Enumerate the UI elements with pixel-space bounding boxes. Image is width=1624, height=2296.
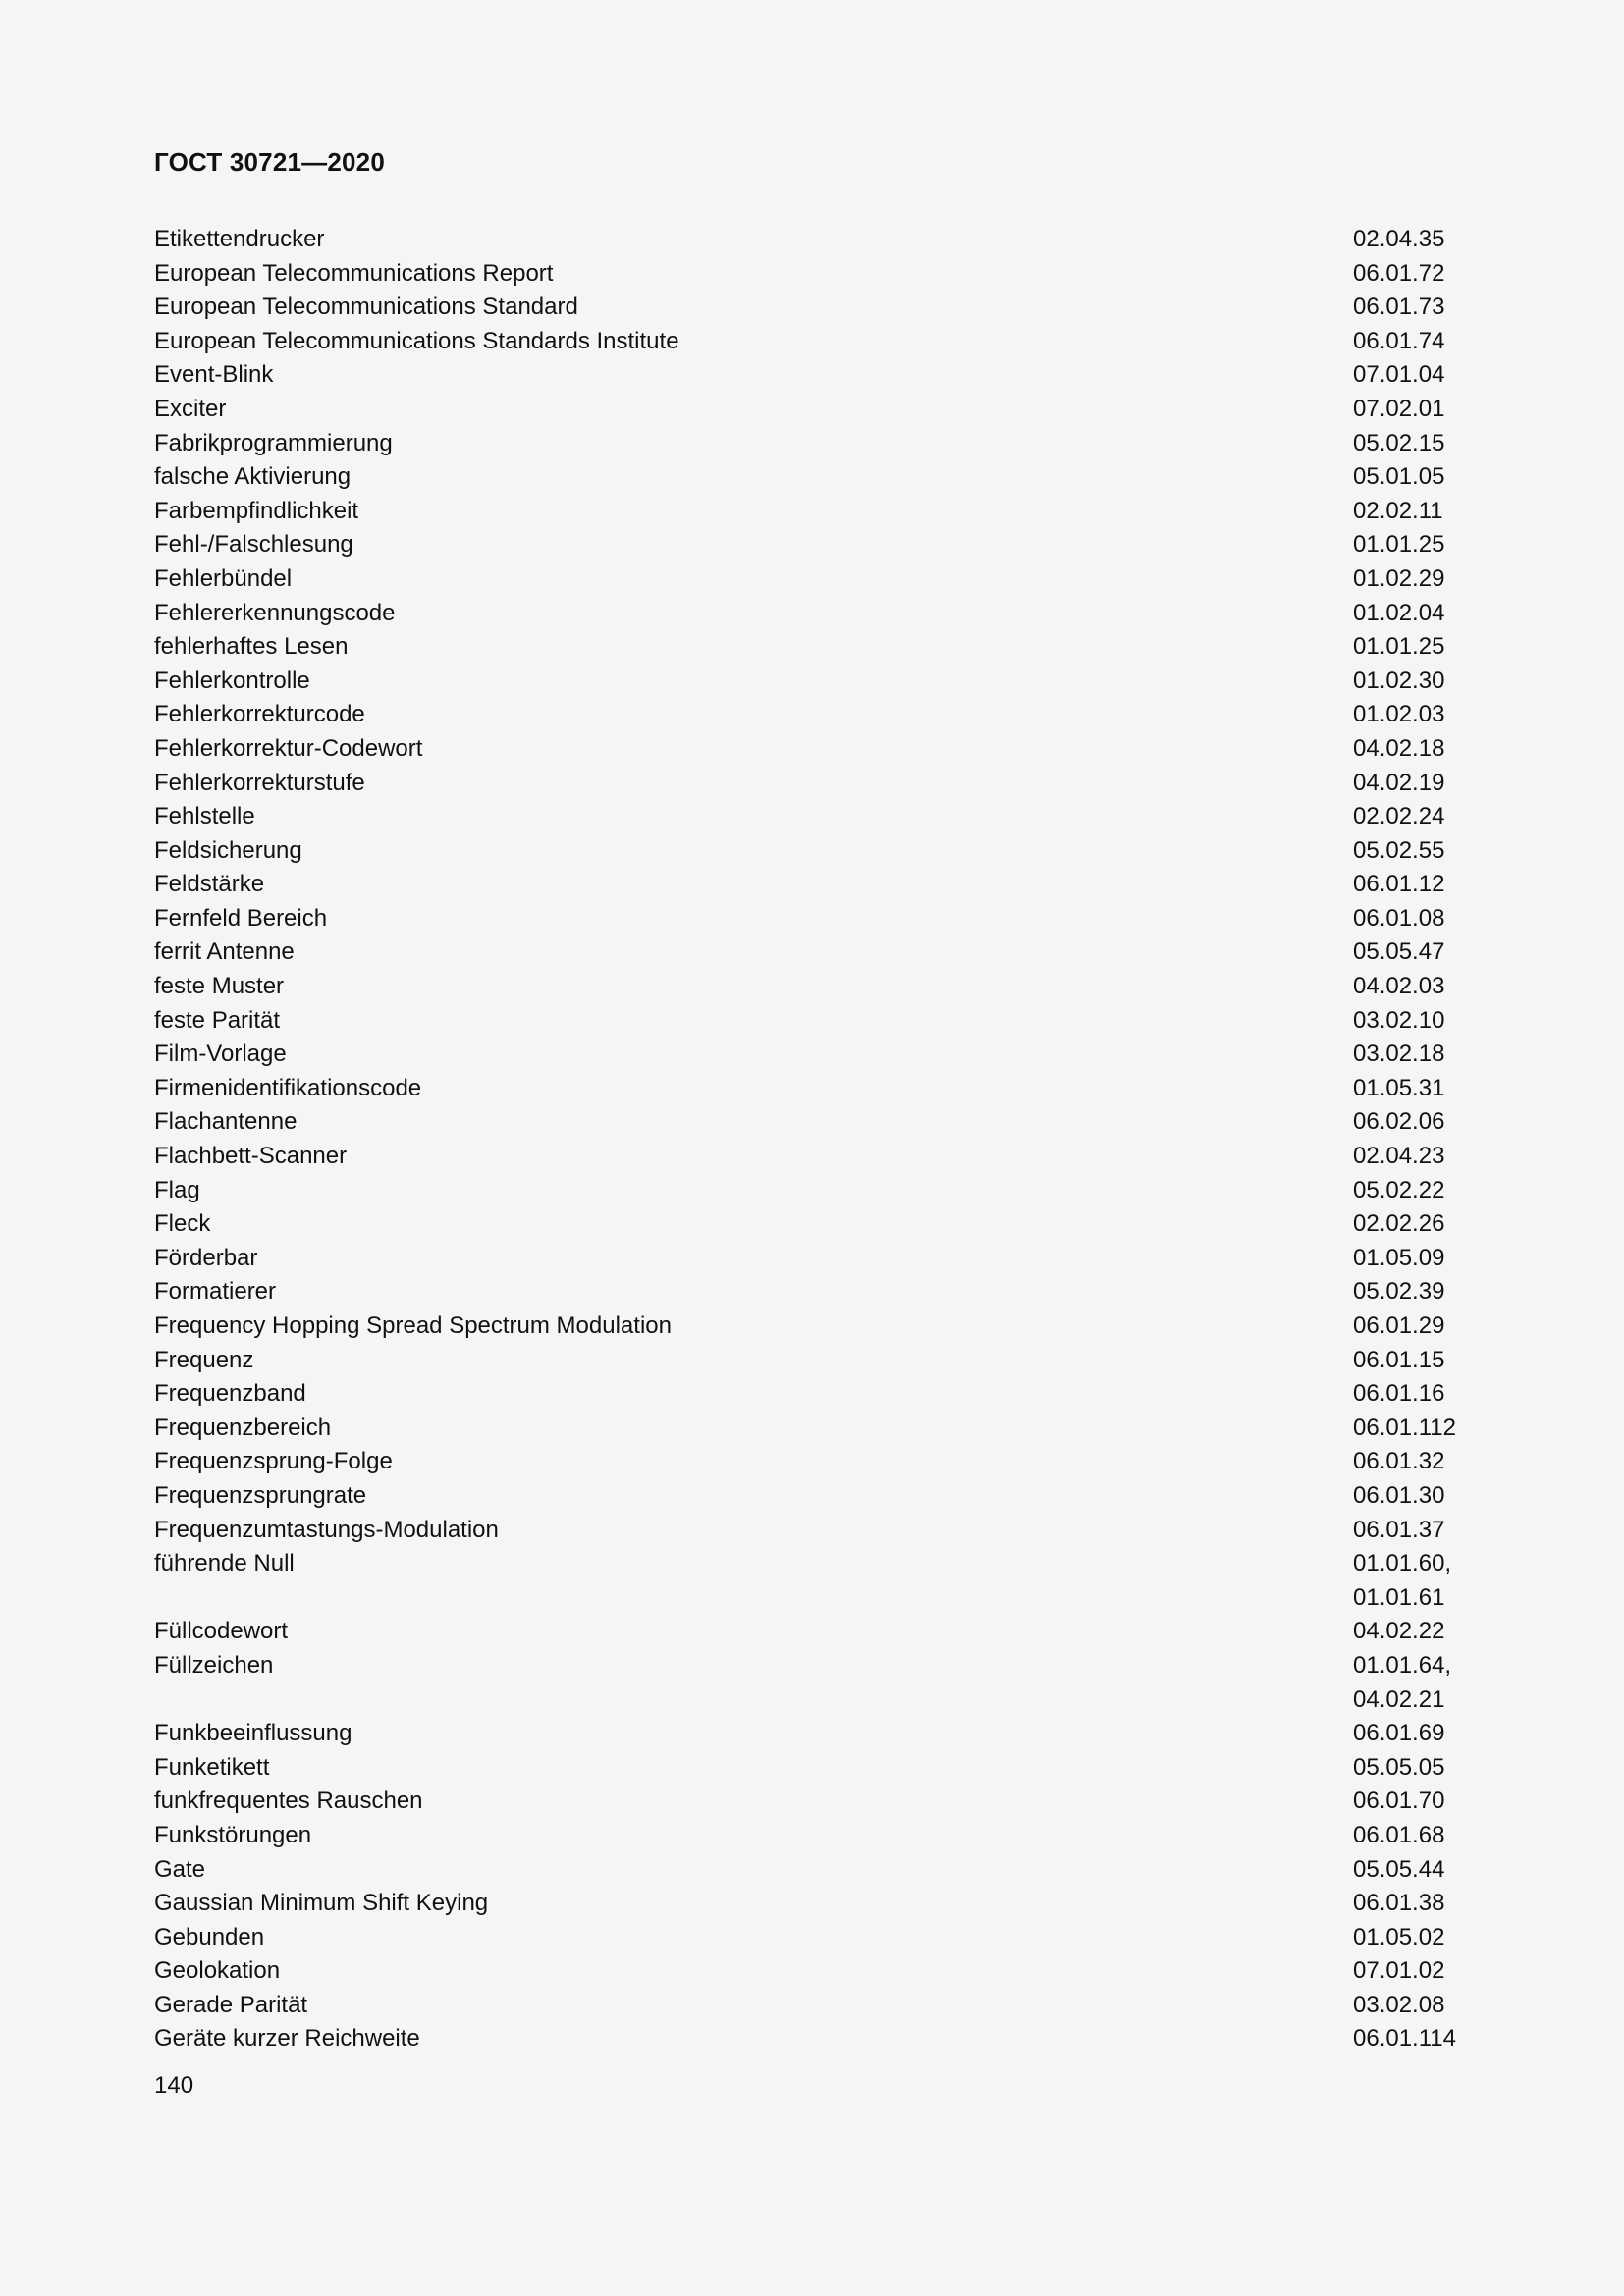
index-row bbox=[154, 1174, 1529, 1208]
index-term: Förderbar bbox=[154, 1244, 258, 1271]
index-row bbox=[154, 1445, 1529, 1479]
index-term: Füllcodewort bbox=[154, 1618, 289, 1645]
index-row bbox=[154, 800, 1529, 834]
index-reference: 01.05.31 bbox=[1353, 1074, 1445, 1101]
index-row bbox=[154, 1004, 1529, 1039]
index-term: Firmenidentifikationscode bbox=[154, 1074, 422, 1101]
index-term: fehlerhaftes Lesen bbox=[154, 633, 349, 661]
index-term: Feldstärke bbox=[154, 871, 265, 898]
index-term: Farbempfindlichkeit bbox=[154, 497, 359, 524]
index-term: Frequenzbereich bbox=[154, 1414, 332, 1441]
index-reference: 06.01.15 bbox=[1353, 1346, 1445, 1373]
index-row bbox=[154, 1921, 1529, 1955]
index-row bbox=[154, 630, 1529, 665]
index-term: Frequency Hopping Spread Spectrum Modulation bbox=[154, 1312, 672, 1339]
index-reference: 03.02.08 bbox=[1353, 1991, 1445, 2018]
index-term: Füllzeichen bbox=[154, 1651, 274, 1679]
index-reference: 06.01.70 bbox=[1353, 1788, 1445, 1815]
index-row bbox=[154, 1615, 1529, 1649]
index-reference: 04.02.03 bbox=[1353, 973, 1445, 1000]
index-reference: 06.01.30 bbox=[1353, 1481, 1445, 1509]
index-term: Gerade Parität bbox=[154, 1991, 308, 2018]
index-reference: 07.01.02 bbox=[1353, 1957, 1445, 1985]
index-term: Feldsicherung bbox=[154, 836, 302, 864]
index-row bbox=[154, 2022, 1529, 2056]
index-row bbox=[154, 393, 1529, 427]
index-reference: 06.01.69 bbox=[1353, 1720, 1445, 1747]
index-row bbox=[154, 1242, 1529, 1276]
index-row bbox=[154, 325, 1529, 359]
index-reference: 01.01.64, bbox=[1353, 1651, 1452, 1679]
index-row bbox=[154, 868, 1529, 902]
index-row bbox=[154, 291, 1529, 325]
index-row bbox=[154, 1819, 1529, 1853]
index-term: Etikettendrucker bbox=[154, 226, 325, 252]
index-reference: 02.04.35 bbox=[1353, 226, 1445, 252]
index-reference: 06.02.06 bbox=[1353, 1108, 1445, 1136]
index-row bbox=[154, 358, 1529, 393]
index-row bbox=[154, 1547, 1529, 1581]
index-term: führende Null bbox=[154, 1550, 295, 1577]
index-term: Frequenz bbox=[154, 1346, 254, 1373]
index-reference: 04.02.22 bbox=[1353, 1618, 1445, 1645]
index-reference: 05.02.39 bbox=[1353, 1278, 1445, 1306]
index-row bbox=[154, 597, 1529, 631]
index-reference: 05.05.44 bbox=[1353, 1855, 1445, 1883]
index-reference: 01.01.61 bbox=[1353, 1583, 1445, 1611]
index-term: feste Muster bbox=[154, 973, 285, 1000]
index-row bbox=[154, 1344, 1529, 1378]
index-term: Fehlerbündel bbox=[154, 564, 293, 592]
index-reference: 05.02.15 bbox=[1353, 429, 1445, 456]
index-term: Exciter bbox=[154, 395, 227, 422]
index-reference: 06.01.112 bbox=[1353, 1414, 1456, 1441]
index-row bbox=[154, 902, 1529, 936]
index-row bbox=[154, 562, 1529, 597]
index-reference: 05.02.22 bbox=[1353, 1176, 1445, 1203]
index-reference: 06.01.114 bbox=[1353, 2025, 1456, 2053]
index-term: European Telecommunications Standard bbox=[154, 294, 578, 321]
index-term: Frequenzumtastungs-Modulation bbox=[154, 1516, 499, 1543]
index-reference: 06.01.72 bbox=[1353, 259, 1445, 287]
index-term: funkfrequentes Rauschen bbox=[154, 1788, 423, 1815]
index-term: European Telecommunications Report bbox=[154, 259, 554, 287]
index-row bbox=[154, 935, 1529, 970]
index-reference: 01.01.25 bbox=[1353, 633, 1445, 661]
index-reference: 06.01.32 bbox=[1353, 1448, 1445, 1475]
index-row bbox=[154, 1751, 1529, 1786]
index-term: Funkbeeinflussung bbox=[154, 1720, 352, 1747]
index-term: Geräte kurzer Reichweite bbox=[154, 2025, 420, 2053]
index-row bbox=[154, 257, 1529, 292]
index-row bbox=[154, 1038, 1529, 1072]
index-term: Frequenzsprung-Folge bbox=[154, 1448, 393, 1475]
index-reference: 01.01.25 bbox=[1353, 531, 1445, 559]
index-term: Fehl-/Falschlesung bbox=[154, 531, 353, 559]
index-reference: 06.01.38 bbox=[1353, 1890, 1445, 1917]
index-reference: 01.02.03 bbox=[1353, 701, 1445, 728]
index-list bbox=[154, 223, 1529, 2056]
index-row bbox=[154, 1479, 1529, 1514]
index-row bbox=[154, 970, 1529, 1004]
index-term: Flag bbox=[154, 1176, 200, 1203]
index-row bbox=[154, 1140, 1529, 1174]
index-reference: 06.01.16 bbox=[1353, 1380, 1445, 1408]
index-reference: 06.01.08 bbox=[1353, 904, 1445, 932]
index-reference: 07.02.01 bbox=[1353, 395, 1445, 422]
index-reference: 05.01.05 bbox=[1353, 463, 1445, 491]
index-reference: 05.05.05 bbox=[1353, 1753, 1445, 1781]
index-reference: 01.02.04 bbox=[1353, 599, 1445, 626]
index-term: Film-Vorlage bbox=[154, 1041, 287, 1068]
index-row bbox=[154, 1412, 1529, 1446]
index-term: Fleck bbox=[154, 1210, 211, 1238]
index-row bbox=[154, 1309, 1529, 1344]
index-reference: 01.05.09 bbox=[1353, 1244, 1445, 1271]
index-row bbox=[154, 427, 1529, 461]
index-term: Frequenzband bbox=[154, 1380, 306, 1408]
index-row bbox=[154, 223, 1529, 257]
index-reference: 04.02.21 bbox=[1353, 1685, 1445, 1713]
index-term: Fehlererkennungscode bbox=[154, 599, 396, 626]
index-reference: 01.05.02 bbox=[1353, 1923, 1445, 1950]
index-term: Fehlstelle bbox=[154, 803, 255, 830]
index-reference: 06.01.29 bbox=[1353, 1312, 1445, 1339]
index-term: Event-Blink bbox=[154, 361, 274, 389]
index-row bbox=[154, 1649, 1529, 1683]
index-row bbox=[154, 1954, 1529, 1989]
index-term: Frequenzsprungrate bbox=[154, 1481, 367, 1509]
index-reference: 01.02.29 bbox=[1353, 564, 1445, 592]
index-reference: 02.02.24 bbox=[1353, 803, 1445, 830]
index-row bbox=[154, 1377, 1529, 1412]
index-term: Fehlerkorrekturcode bbox=[154, 701, 365, 728]
index-term: Formatierer bbox=[154, 1278, 277, 1306]
index-row bbox=[154, 834, 1529, 869]
index-row bbox=[154, 1853, 1529, 1888]
index-row bbox=[154, 1989, 1529, 2023]
index-term: Fernfeld Bereich bbox=[154, 904, 328, 932]
index-reference: 02.02.11 bbox=[1353, 497, 1443, 524]
index-reference: 02.04.23 bbox=[1353, 1143, 1445, 1170]
index-row bbox=[154, 665, 1529, 699]
index-term: Flachantenne bbox=[154, 1108, 298, 1136]
index-row bbox=[154, 1514, 1529, 1548]
index-term: Funkstörungen bbox=[154, 1821, 312, 1848]
index-row bbox=[154, 460, 1529, 495]
index-term: ferrit Antenne bbox=[154, 938, 295, 966]
index-reference: 01.02.30 bbox=[1353, 667, 1445, 694]
index-term: Fehlerkorrekturstufe bbox=[154, 769, 365, 796]
index-reference: 01.01.60, bbox=[1353, 1550, 1452, 1577]
index-term: falsche Aktivierung bbox=[154, 463, 352, 491]
index-reference: 06.01.74 bbox=[1353, 327, 1445, 354]
index-row bbox=[154, 1207, 1529, 1242]
index-reference: 05.02.55 bbox=[1353, 836, 1445, 864]
index-row bbox=[154, 1581, 1529, 1616]
index-reference: 03.02.10 bbox=[1353, 1006, 1445, 1034]
index-row bbox=[154, 528, 1529, 562]
index-row bbox=[154, 767, 1529, 801]
index-row bbox=[154, 698, 1529, 732]
index-row bbox=[154, 1275, 1529, 1309]
index-term: European Telecommunications Standards Institute bbox=[154, 327, 679, 354]
index-term: Geolokation bbox=[154, 1957, 281, 1985]
index-row bbox=[154, 1072, 1529, 1106]
index-term: feste Parität bbox=[154, 1006, 281, 1034]
index-reference: 04.02.18 bbox=[1353, 734, 1445, 762]
index-term: Fehlerkorrektur-Codewort bbox=[154, 734, 423, 762]
index-row bbox=[154, 495, 1529, 529]
index-row bbox=[154, 732, 1529, 767]
index-row bbox=[154, 1105, 1529, 1140]
index-term: Gate bbox=[154, 1855, 206, 1883]
index-reference: 06.01.68 bbox=[1353, 1821, 1445, 1848]
index-reference: 05.05.47 bbox=[1353, 938, 1445, 966]
index-row bbox=[154, 1717, 1529, 1751]
index-term: Gebunden bbox=[154, 1923, 265, 1950]
index-term: Flachbett-Scanner bbox=[154, 1143, 348, 1170]
index-term: Gaussian Minimum Shift Keying bbox=[154, 1890, 489, 1917]
index-reference: 06.01.73 bbox=[1353, 294, 1445, 321]
index-reference: 06.01.12 bbox=[1353, 871, 1445, 898]
index-reference: 06.01.37 bbox=[1353, 1516, 1445, 1543]
index-reference: 04.02.19 bbox=[1353, 769, 1445, 796]
index-reference: 07.01.04 bbox=[1353, 361, 1445, 389]
index-term: Funketikett bbox=[154, 1753, 270, 1781]
index-row bbox=[154, 1683, 1529, 1718]
index-reference: 02.02.26 bbox=[1353, 1210, 1445, 1238]
page-number: 140 bbox=[154, 2072, 194, 2099]
index-row bbox=[154, 1785, 1529, 1819]
index-term: Fehlerkontrolle bbox=[154, 667, 310, 694]
index-reference: 03.02.18 bbox=[1353, 1041, 1445, 1068]
index-row bbox=[154, 1887, 1529, 1921]
page-header: ГОСТ 30721—2020 bbox=[154, 147, 385, 177]
index-term: Fabrikprogrammierung bbox=[154, 429, 393, 456]
